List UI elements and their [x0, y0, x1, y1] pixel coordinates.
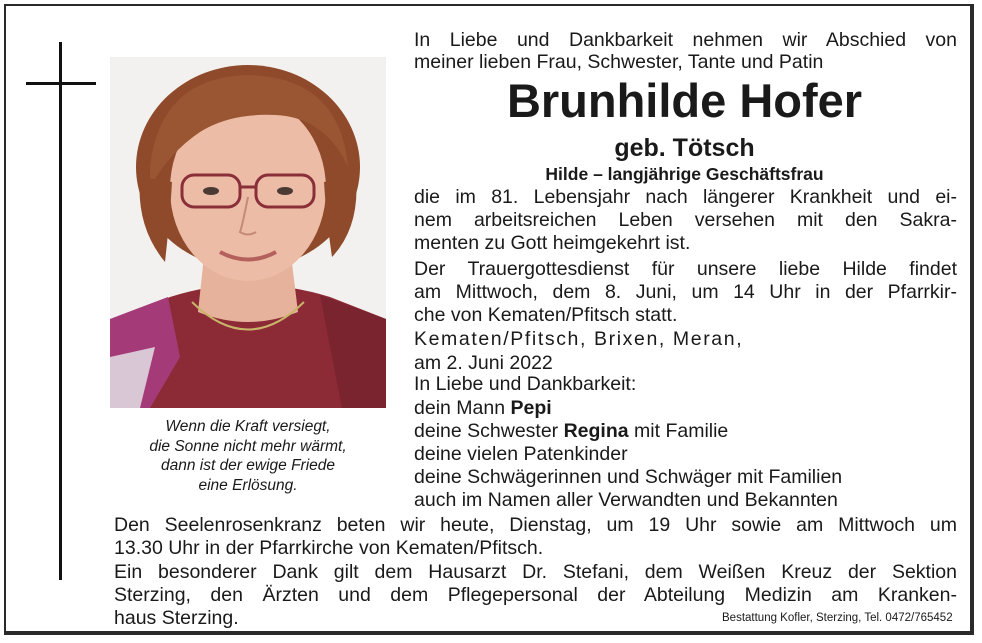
mourner-sister-name: Regina — [563, 420, 629, 442]
funeral-line: am Mittwoch, dem 8. Juni, um 14 Uhr in der Pfarrkir- — [414, 281, 957, 303]
intro-line-1: In Liebe und Dankbarkeit nehmen wir Abschied von — [414, 29, 957, 51]
funeral-line: che von Kematen/Pfitsch statt. — [414, 304, 678, 326]
thanks-line: Ein besonderer Dank gilt dem Hausarzt Dr. Stefani, dem Weißen Kreuz der Sektion — [114, 561, 957, 583]
funeral-home-credit: Bestattung Kofler, Sterzing, Tel. 0472/765452 — [722, 612, 953, 624]
thanks-line: Sterzing, den Ärzten und dem Pflegepersonal der Abteilung Medizin am Kranken- — [114, 584, 957, 606]
memorial-quote — [108, 417, 388, 495]
death-notice-line: die im 81. Lebensjahr nach längerer Krankheit und ei- — [414, 186, 957, 208]
mourner-husband-prefix: dein Mann — [414, 397, 511, 419]
death-notice-line: nem arbeitsreichen Leben versehen mit den Sakra- — [414, 209, 957, 231]
rosary-line: 13.30 Uhr in der Pfarrkirche von Kematen/Pfitsch. — [114, 537, 544, 559]
date-line: am 2. Juni 2022 — [414, 352, 553, 374]
intro-line-2: meiner lieben Frau, Schwester, Tante und Patin — [414, 51, 824, 73]
quote-line: Wenn die Kraft versiegt, — [165, 418, 331, 435]
mourner-godchildren: deine vielen Patenkinder — [414, 443, 628, 465]
deceased-name: Brunhilde Hofer — [506, 74, 863, 127]
portrait-photo — [110, 57, 386, 408]
cross-icon-bar — [26, 82, 96, 85]
thanks-line: haus Sterzing. — [114, 607, 239, 629]
mourner-relatives: auch im Namen aller Verwandten und Bekannten — [414, 489, 838, 511]
mourners-intro: In Liebe und Dankbarkeit: — [414, 373, 637, 395]
mourner-husband — [414, 397, 552, 419]
places-line: Kematen/Pfitsch, Brixen, Meran, — [414, 328, 744, 350]
mourner-husband-name: Pepi — [510, 397, 552, 419]
mourner-sister — [414, 420, 728, 442]
quote-line: eine Erlösung. — [198, 476, 298, 494]
nickname-line: Hilde – langjährige Geschäftsfrau — [545, 164, 824, 184]
quote-line: dann ist der ewige Friede — [160, 457, 336, 474]
mourner-sister-prefix: deine Schwester — [414, 420, 564, 442]
quote-line: die Sonne nicht mehr wärmt, — [149, 437, 347, 455]
death-notice-line: menten zu Gott heimgekehrt ist. — [414, 232, 691, 254]
mourner-in-laws: deine Schwägerinnen und Schwäger mit Familien — [414, 466, 843, 488]
funeral-line: Der Trauergottesdienst für unsere liebe Hilde findet — [414, 258, 957, 280]
maiden-name: geb. Tötsch — [614, 134, 755, 162]
mourner-sister-suffix: mit Familie — [628, 420, 729, 442]
rosary-line: Den Seelenrosenkranz beten wir heute, Dienstag, um 19 Uhr sowie am Mittwoch um — [114, 514, 957, 536]
portrait-illustration — [110, 57, 386, 408]
cross-icon — [59, 42, 62, 580]
